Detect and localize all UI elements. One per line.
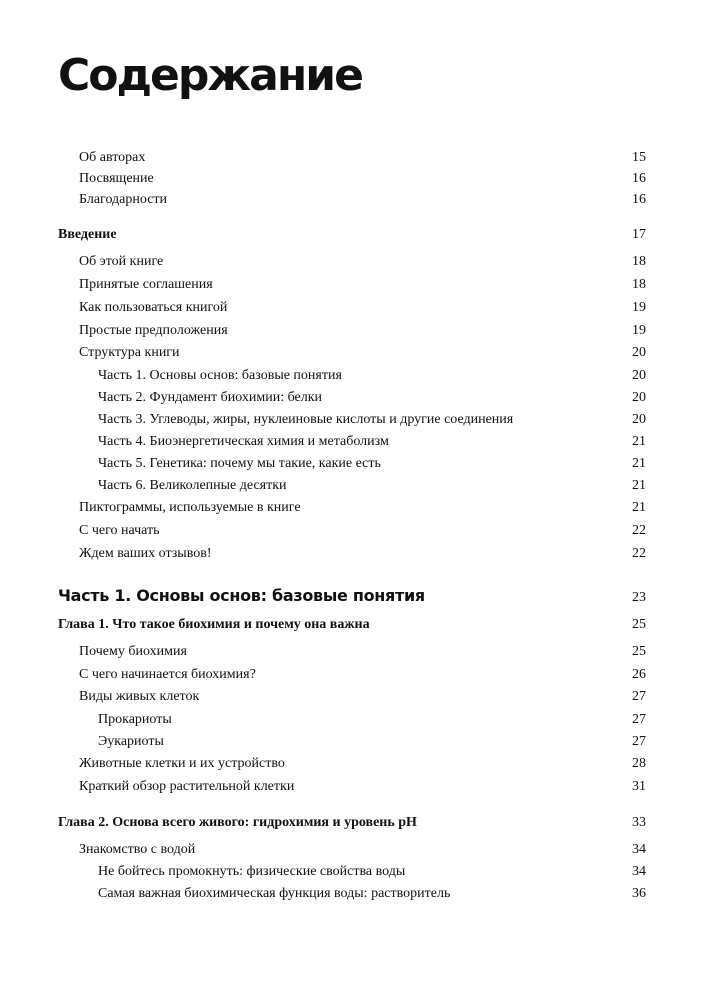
toc-entry-label: Об авторах [79, 150, 146, 165]
toc-entry-page: 16 [632, 192, 646, 207]
toc-entry [58, 546, 646, 562]
toc-entry-page: 21 [632, 500, 646, 515]
toc-entry-page: 21 [632, 478, 646, 493]
toc-entry-page: 34 [632, 842, 646, 857]
toc-entry [58, 390, 646, 406]
toc-entry [58, 734, 646, 750]
toc-entry-label: Часть 3. Углеводы, жиры, нуклеиновые кислоты и другие соединения [98, 412, 514, 427]
toc-entry [58, 434, 646, 450]
toc-entry [58, 150, 646, 166]
toc-entry-page: 27 [632, 712, 646, 727]
toc-entry [58, 689, 646, 705]
page-title: Содержание [58, 50, 362, 101]
toc-entry-page: 25 [632, 617, 646, 632]
toc-entry-label: Как пользоваться книгой [79, 300, 228, 315]
toc-entry [58, 842, 646, 858]
toc-entry [58, 523, 646, 539]
toc-entry-label: Ждем ваших отзывов! [79, 546, 212, 561]
toc-entry [58, 478, 646, 494]
toc-entry [58, 300, 646, 316]
toc-part-heading [58, 586, 646, 606]
toc-entry [58, 345, 646, 361]
toc-entry [58, 277, 646, 293]
toc-entry-page: 22 [632, 546, 646, 561]
toc-entry-page: 20 [632, 345, 646, 360]
toc-entry-page: 19 [632, 323, 646, 338]
toc-entry-page: 18 [632, 277, 646, 292]
toc-entry-label: Простые предположения [79, 323, 228, 338]
toc-entry [58, 712, 646, 728]
toc-entry-label: Структура книги [79, 345, 180, 360]
toc-entry-label: Краткий обзор растительной клетки [79, 779, 295, 794]
toc-entry-page: 16 [632, 171, 646, 186]
toc-entry [58, 864, 646, 880]
toc-entry [58, 254, 646, 270]
toc-entry-label: Эукариоты [98, 734, 164, 749]
toc-entry-page: 21 [632, 434, 646, 449]
toc-entry-page: 34 [632, 864, 646, 879]
toc-entry-label: С чего начать [79, 523, 160, 538]
toc-entry-page: 25 [632, 644, 646, 659]
toc-entry-page: 36 [632, 886, 646, 901]
toc-entry-label: Прокариоты [98, 712, 172, 727]
toc-entry-page: 33 [632, 815, 646, 830]
toc-entry-label: Пиктограммы, используемые в книге [79, 500, 301, 515]
toc-entry-page: 27 [632, 689, 646, 704]
toc-entry-label: Часть 1. Основы основ: базовые понятия [58, 586, 425, 605]
toc-entry [58, 779, 646, 795]
toc-entry-page: 21 [632, 456, 646, 471]
toc-entry-page: 19 [632, 300, 646, 315]
toc-entry-page: 20 [632, 368, 646, 383]
toc-entry [58, 756, 646, 772]
toc-entry-label: Животные клетки и их устройство [79, 756, 285, 771]
toc-entry-page: 26 [632, 667, 646, 682]
toc-entry-label: Почему биохимия [79, 644, 187, 659]
toc-entry-label: Часть 2. Фундамент биохимии: белки [98, 390, 323, 405]
toc-entry [58, 886, 646, 902]
toc-entry-label: Посвящение [79, 171, 154, 186]
toc-entry-page: 18 [632, 254, 646, 269]
toc-entry-label: Глава 2. Основа всего живого: гидрохимия и уровень рН [58, 815, 417, 830]
toc-entry-page: 23 [632, 590, 646, 605]
toc-entry-label: Часть 6. Великолепные десятки [98, 478, 287, 493]
toc-entry-page: 20 [632, 412, 646, 427]
toc-entry-page: 27 [632, 734, 646, 749]
toc-entry-label: Об этой книге [79, 254, 164, 269]
toc-entry-page: 20 [632, 390, 646, 405]
toc-entry [58, 412, 646, 428]
toc-entry-label: Самая важная биохимическая функция воды: растворитель [98, 886, 451, 901]
toc-entry-label: Часть 5. Генетика: почему мы такие, какие есть [98, 456, 381, 471]
toc-entry-label: Принятые соглашения [79, 277, 213, 292]
toc-entry-label: Глава 1. Что такое биохимия и почему она важна [58, 617, 370, 632]
toc-section-heading [58, 227, 646, 243]
toc-entry-label: Виды живых клеток [79, 689, 200, 704]
toc-entry-label: Знакомство с водой [79, 842, 196, 857]
toc-entry-label: Часть 4. Биоэнергетическая химия и метаболизм [98, 434, 389, 449]
toc-entry [58, 500, 646, 516]
toc-entry-label: Не бойтесь промокнуть: физические свойства воды [98, 864, 406, 879]
toc-entry-page: 22 [632, 523, 646, 538]
toc-entry-label: Благодарности [79, 192, 168, 207]
toc-entry-label: Часть 1. Основы основ: базовые понятия [98, 368, 342, 383]
toc-entry [58, 323, 646, 339]
toc-entry [58, 644, 646, 660]
toc-entry [58, 667, 646, 683]
toc-entry [58, 192, 646, 208]
toc-entry [58, 171, 646, 187]
toc-entry-label: Введение [58, 227, 117, 242]
toc-entry-label: С чего начинается биохимия? [79, 667, 256, 682]
toc-entry-page: 31 [632, 779, 646, 794]
toc-entry-page: 28 [632, 756, 646, 771]
toc-chapter-heading [58, 617, 646, 633]
toc-entry [58, 368, 646, 384]
toc-entry-page: 15 [632, 150, 646, 165]
toc-entry [58, 456, 646, 472]
toc-entry-page: 17 [632, 227, 646, 242]
toc-chapter-heading [58, 815, 646, 831]
